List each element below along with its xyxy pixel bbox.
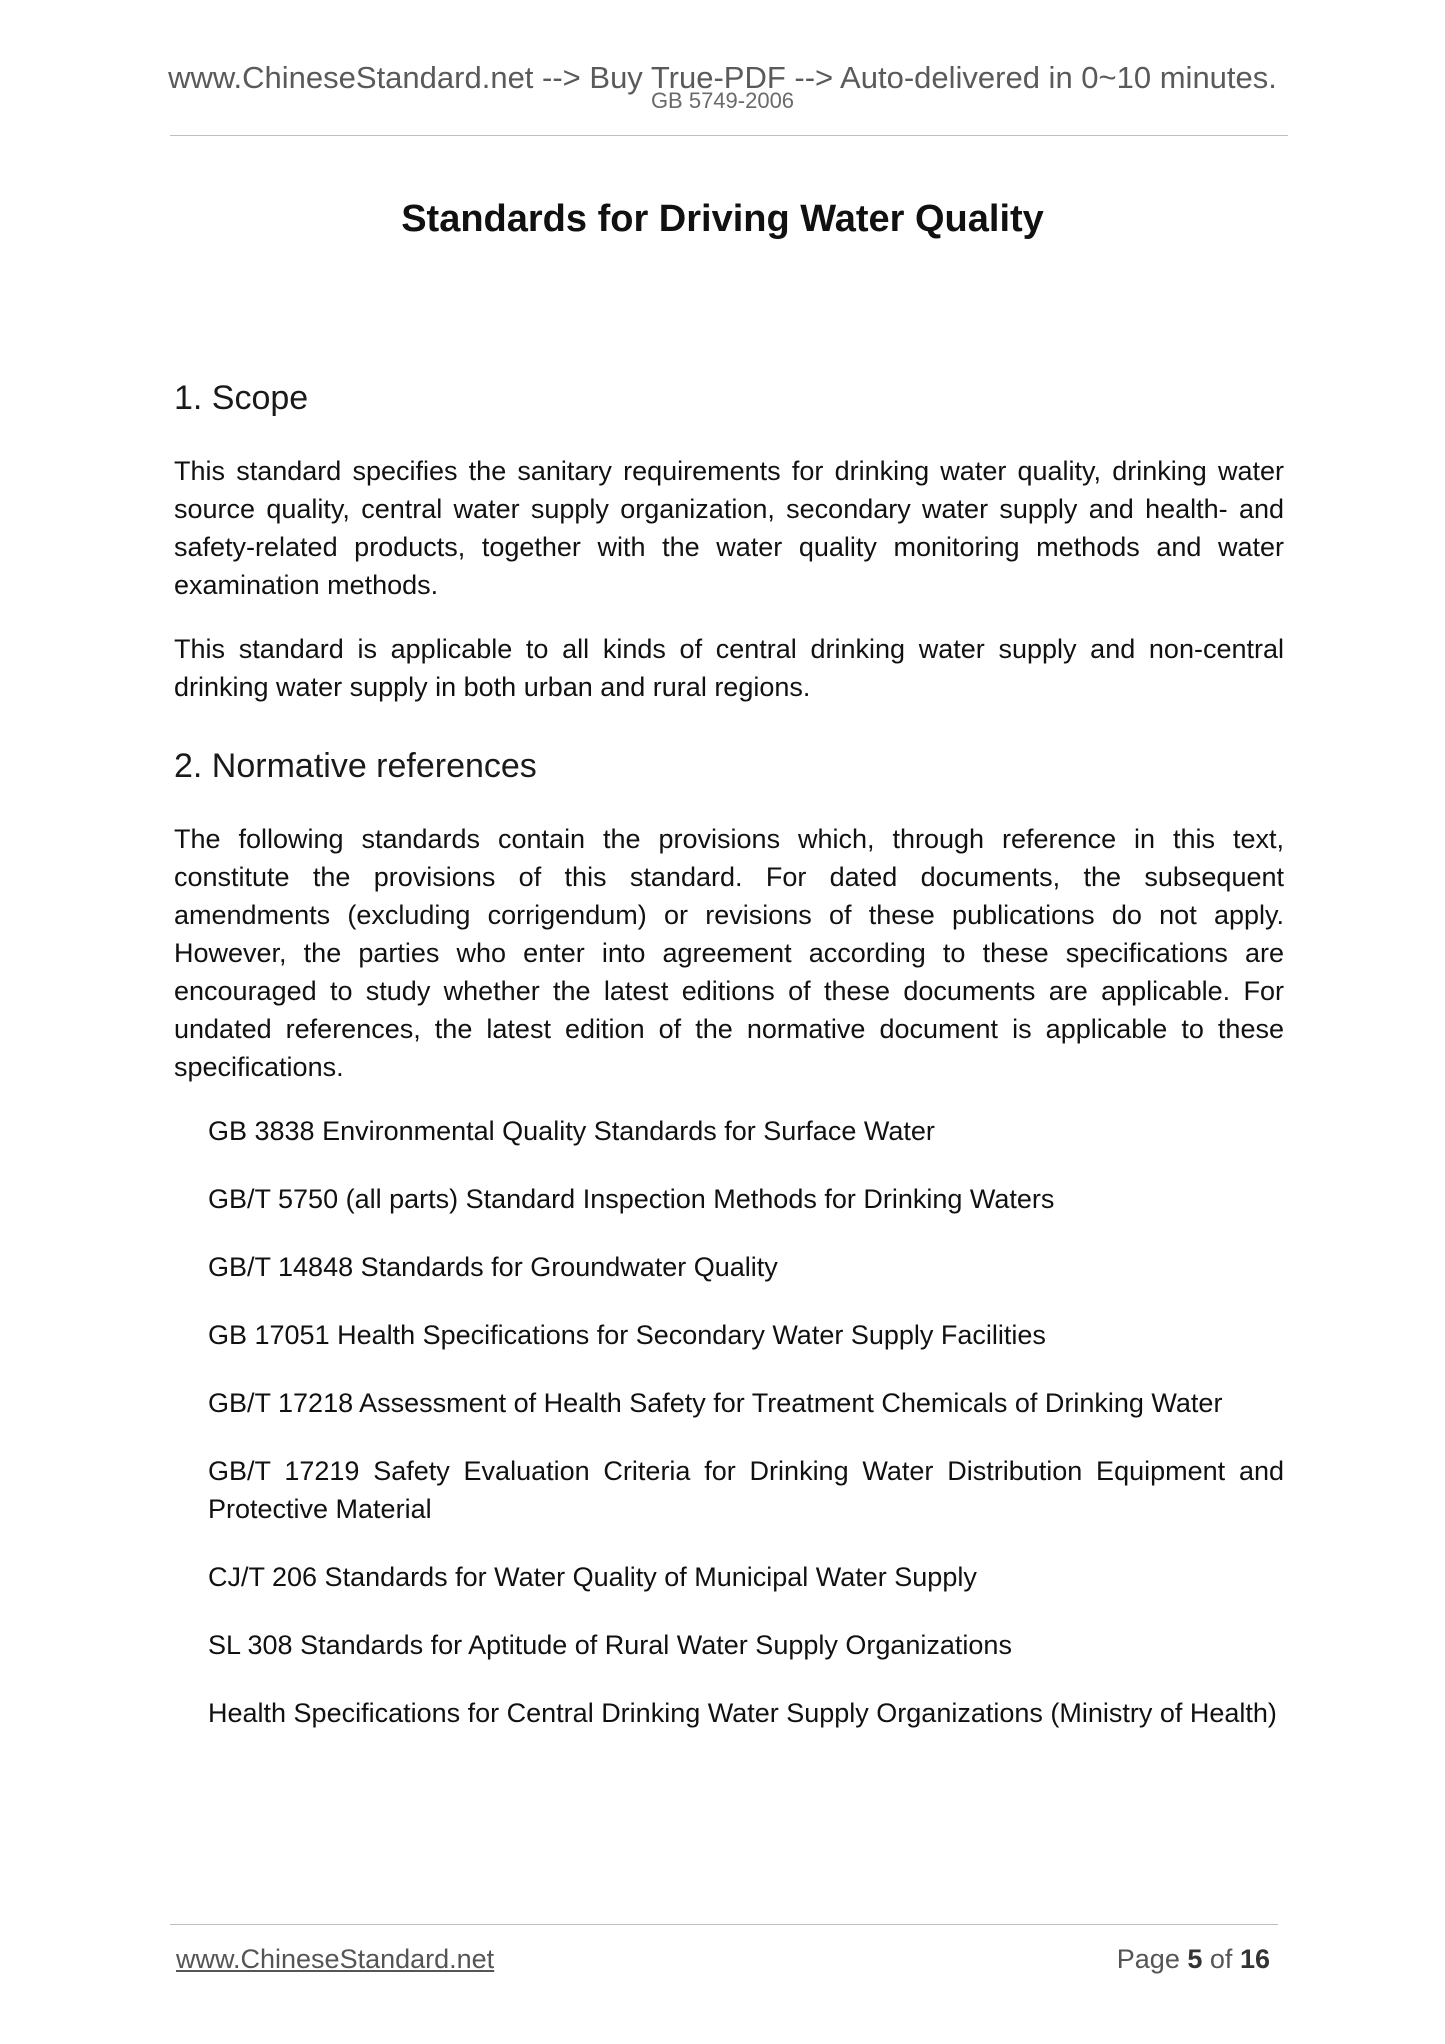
page-indicator xyxy=(1117,1944,1270,1975)
footer-divider xyxy=(170,1924,1278,1925)
document-body xyxy=(174,378,1284,1732)
header-banner: www.ChineseStandard.net --> Buy True-PDF --> Auto-delivered in 0~10 minutes. xyxy=(168,60,1277,95)
reference-item: SL 308 Standards for Aptitude of Rural Water Supply Organizations xyxy=(208,1629,1012,1660)
header-divider xyxy=(170,135,1288,136)
scope-paragraph-1: This standard specifies the sanitary requirements for drinking water quality, drinking water source quality, central water supply organization, secondary water supply and health- and safety-related products, together with the water quality monitoring methods and water examination methods. xyxy=(174,455,1284,600)
scope-paragraph-2: This standard is applicable to all kinds of central drinking water supply and non-central drinking water supply in both urban and rural regions. xyxy=(174,633,1284,702)
document-title: Standards for Driving Water Quality xyxy=(401,198,1044,240)
reference-item: GB/T 14848 Standards for Groundwater Quality xyxy=(208,1251,778,1282)
footer-site-link[interactable]: www.ChineseStandard.net xyxy=(176,1944,495,1974)
reference-item: GB/T 5750 (all parts) Standard Inspection Methods for Drinking Waters xyxy=(208,1183,1055,1214)
reference-list xyxy=(174,1112,1284,1732)
section-heading-scope: 1. Scope xyxy=(174,379,309,417)
reference-item: GB/T 17219 Safety Evaluation Criteria for Drinking Water Distribution Equipment and Protective Material xyxy=(208,1455,1284,1524)
reference-item: Health Specifications for Central Drinking Water Supply Organizations (Ministry of Health) xyxy=(208,1697,1277,1728)
normative-intro-paragraph: The following standards contain the provisions which, through reference in this text, constitute the provisions of this standard. For dated documents, the subsequent amendments (excluding corrigendum) or revisions of these publications do not apply. However, the parties who enter into agreement according to these specifications are encouraged to study whether the latest editions of these documents are applicable. For undated references, the latest edition of the normative document is applicable to these specifications. xyxy=(174,823,1284,1082)
page-total: 16 xyxy=(1239,1944,1270,1974)
page-prefix: Page xyxy=(1116,1944,1180,1974)
reference-item: GB 17051 Health Specifications for Secondary Water Supply Facilities xyxy=(208,1319,1046,1350)
page-current: 5 xyxy=(1187,1944,1203,1974)
header-doc-id: GB 5749-2006 xyxy=(650,88,795,113)
page-of: of xyxy=(1209,1944,1233,1974)
reference-item: GB 3838 Environmental Quality Standards for Surface Water xyxy=(208,1115,935,1146)
section-heading-normative-references: 2. Normative references xyxy=(174,746,537,785)
reference-item: GB/T 17218 Assessment of Health Safety for Treatment Chemicals of Drinking Water xyxy=(208,1387,1223,1418)
reference-item: CJ/T 206 Standards for Water Quality of Municipal Water Supply xyxy=(208,1561,977,1592)
